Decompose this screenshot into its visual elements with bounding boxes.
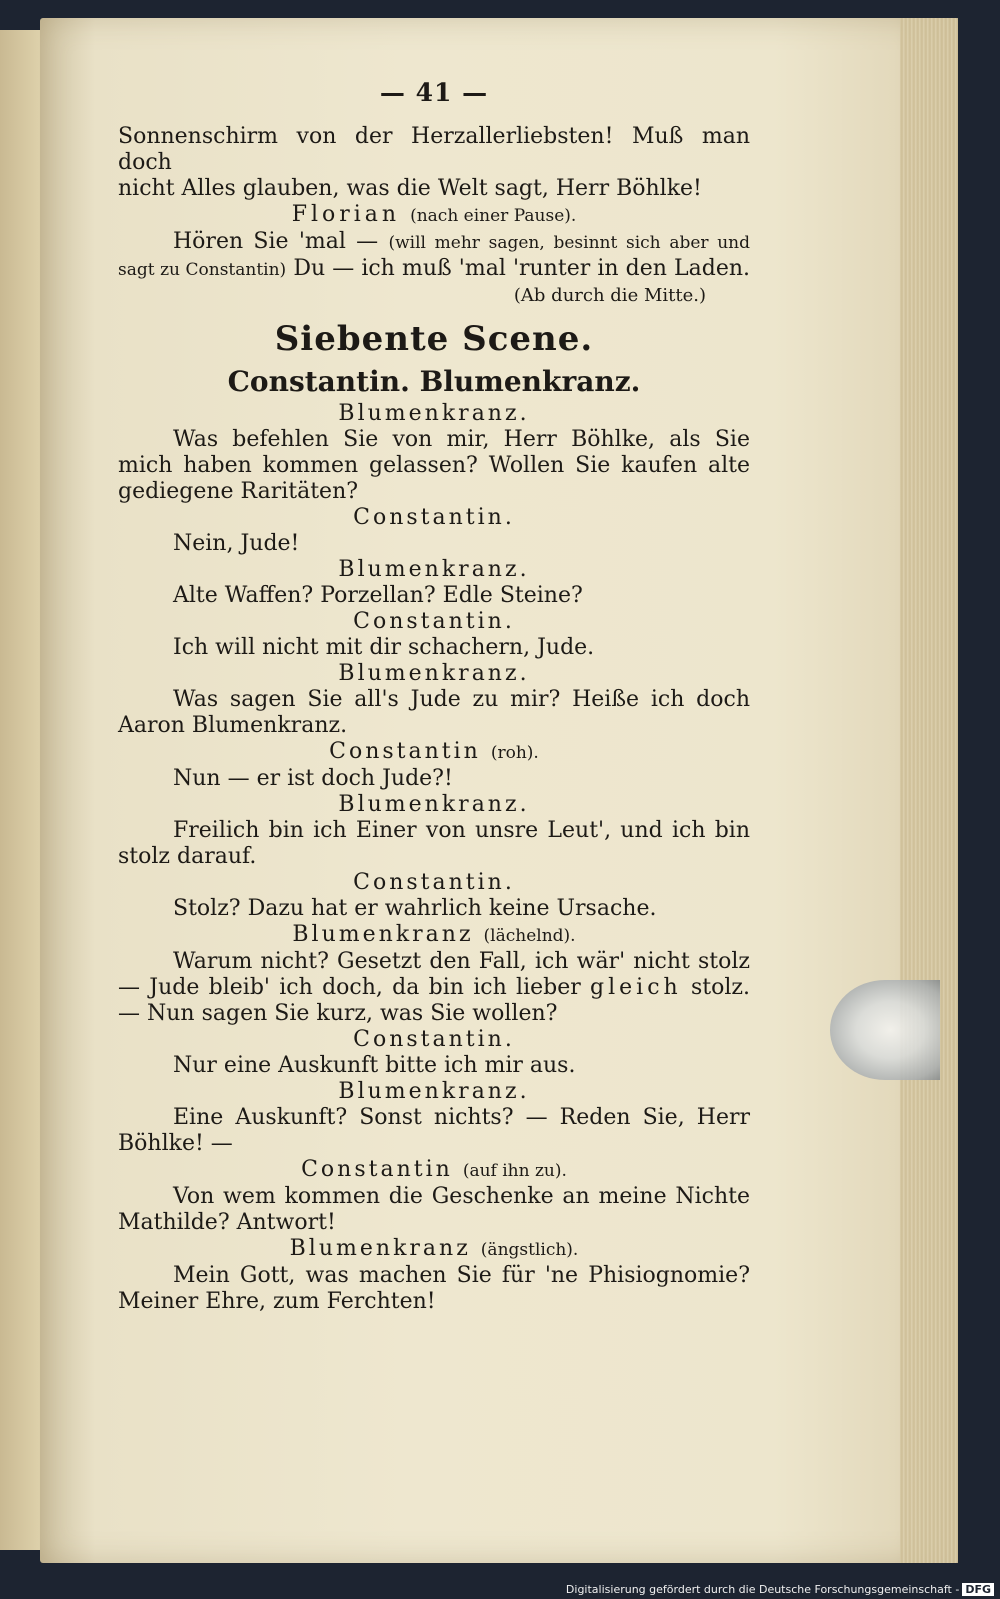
- speaker-name: Constantin: [329, 739, 481, 764]
- speech: Stolz? Dazu hat er wahrlich keine Ursache.: [173, 896, 657, 921]
- stage-direction: sagt zu Constantin): [118, 260, 287, 280]
- speaker-heading: [118, 202, 750, 229]
- speech: Von wem kommen die Geschenke an meine Nichte Mathilde? Antwort!: [118, 1184, 750, 1235]
- speech: Du — ich muß 'mal 'runter in den Laden.: [293, 256, 751, 281]
- speech: Ich will nicht mit dir schachern, Jude.: [173, 635, 595, 660]
- footer-text: Digitalisierung gefördert durch die Deutsche Forschungsgemeinschaft -: [565, 1583, 960, 1596]
- speaker-name: Blumenkranz: [292, 922, 474, 947]
- stage-direction: (will mehr sagen, besinnt sich aber und: [388, 233, 751, 253]
- page-edge: [900, 18, 958, 1563]
- speaker-name: Constantin: [301, 1157, 453, 1182]
- text-line: Sonnenschirm von der Herzallerliebsten! Muß man doch: [118, 124, 750, 175]
- speech: Alte Waffen? Porzellan? Edle Steine?: [173, 583, 583, 608]
- stage-direction: (ängstlich).: [480, 1240, 579, 1260]
- speaker-heading: Blumenkranz.: [338, 1079, 530, 1104]
- speech: Hören Sie 'mal —: [173, 229, 379, 254]
- page-text: [118, 80, 750, 1315]
- stage-direction: (roh).: [490, 743, 539, 763]
- page-clip: [830, 980, 940, 1080]
- text-line: [118, 256, 750, 283]
- speech: [118, 949, 750, 1027]
- exit-direction: (Ab durch die Mitte.): [513, 285, 706, 306]
- speaker-heading: [118, 1236, 750, 1263]
- speaker-name: Blumenkranz: [289, 1236, 471, 1261]
- speaker-heading: Constantin.: [353, 609, 515, 634]
- speaker-heading: Blumenkranz.: [338, 401, 530, 426]
- footer: [566, 1583, 994, 1596]
- emphasized-word: gleich: [590, 975, 682, 1000]
- speech: Nein, Jude!: [173, 531, 300, 556]
- speaker-heading: Constantin.: [353, 505, 515, 530]
- speech: Eine Auskunft? Sonst nichts? — Reden Sie, Herr Böhlke! —: [118, 1105, 750, 1156]
- speaker-heading: Blumenkranz.: [338, 792, 530, 817]
- speech: Freilich bin ich Einer von unsre Leut', und ich bin stolz darauf.: [118, 818, 750, 869]
- dfg-logo: DFG: [962, 1583, 994, 1596]
- stage-direction: (auf ihn zu).: [462, 1161, 567, 1181]
- speaker-heading: Blumenkranz.: [338, 661, 530, 686]
- speech: Nun — er ist doch Jude?!: [173, 766, 453, 791]
- speech-part: stolz. — Nun sagen Sie kurz, was Sie wollen?: [118, 975, 751, 1026]
- scene-characters: Constantin. Blumenkranz.: [227, 365, 641, 398]
- speech: Was befehlen Sie von mir, Herr Böhlke, als Sie mich haben kommen gelassen? Wollen Sie kaufen alte gediegene Raritäten?: [118, 427, 750, 504]
- stage-direction: (nach einer Pause).: [410, 206, 577, 226]
- speaker-name: Florian: [291, 202, 401, 227]
- speaker-heading: [118, 1157, 750, 1184]
- speech: Was sagen Sie all's Jude zu mir? Heiße ich doch Aaron Blumenkranz.: [118, 687, 750, 738]
- speaker-heading: Constantin.: [353, 1027, 515, 1052]
- page-number: — 41 —: [379, 78, 489, 107]
- scene-title: Siebente Scene.: [274, 319, 594, 359]
- speech-part: Warum nicht? Gesetzt den Fall, ich wär' nicht stolz — Jude bleib' ich doch, da bin ich lieber: [118, 949, 750, 1000]
- speaker-heading: Constantin.: [353, 870, 515, 895]
- speaker-heading: Blumenkranz.: [338, 557, 530, 582]
- text-line: nicht Alles glauben, was die Welt sagt, Herr Böhlke!: [118, 176, 702, 201]
- text-line: [118, 229, 750, 256]
- speaker-heading: [118, 739, 750, 766]
- stage-direction: (lächelnd).: [483, 926, 576, 946]
- speaker-heading: [118, 922, 750, 949]
- speech: Nur eine Auskunft bitte ich mir aus.: [173, 1053, 576, 1078]
- speech: Mein Gott, was machen Sie für 'ne Phisiognomie? Meiner Ehre, zum Ferchten!: [118, 1263, 750, 1314]
